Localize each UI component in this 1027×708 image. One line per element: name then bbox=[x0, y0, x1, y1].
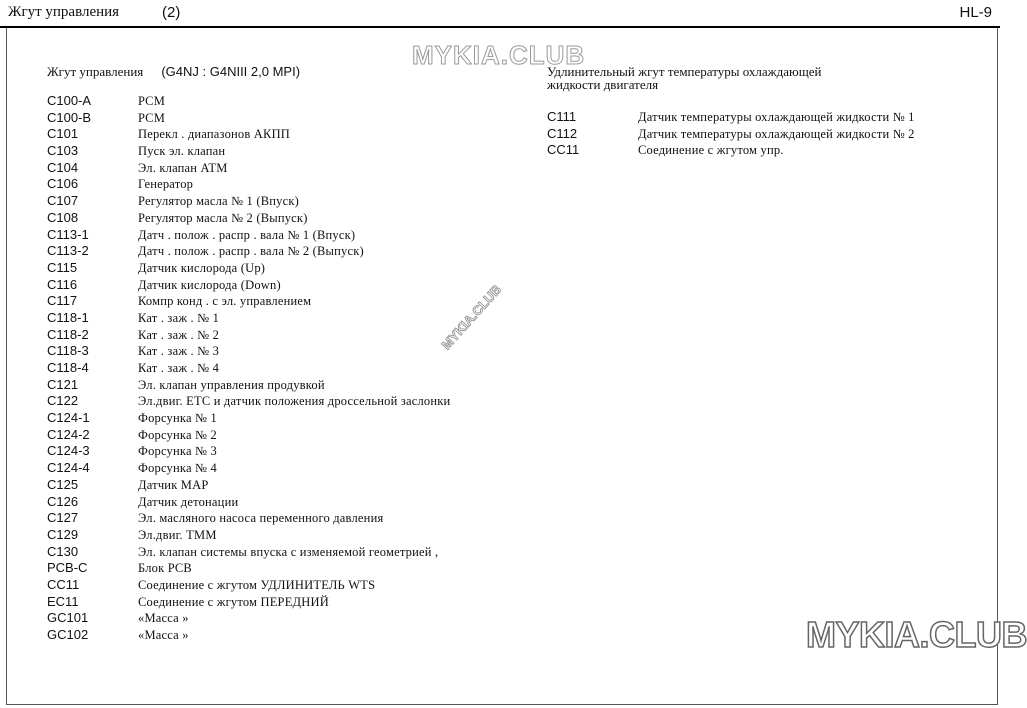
right-connector-list bbox=[547, 109, 987, 159]
connector-row bbox=[47, 243, 527, 260]
connector-row bbox=[47, 594, 527, 611]
left-section-title bbox=[47, 65, 300, 79]
left-section-title-engine: (G4NJ : G4NIII 2,0 MPI) bbox=[161, 64, 301, 79]
left-connector-list bbox=[47, 93, 527, 644]
connector-row bbox=[47, 410, 527, 427]
connector-code: C100-A bbox=[47, 93, 92, 108]
connector-description: Эл. клапан ATM bbox=[138, 160, 228, 175]
connector-row bbox=[47, 210, 527, 227]
connector-code: C126 bbox=[47, 493, 79, 509]
connector-code: GC102 bbox=[47, 627, 89, 642]
connector-code: C116 bbox=[47, 276, 78, 292]
connector-row bbox=[47, 110, 527, 127]
connector-row bbox=[47, 193, 527, 210]
connector-row bbox=[47, 560, 527, 577]
connector-row bbox=[47, 510, 527, 527]
connector-code: C127 bbox=[47, 510, 79, 526]
connector-code: C125 bbox=[47, 476, 79, 492]
connector-description: Регулятор масла № 1 (Впуск) bbox=[138, 194, 299, 209]
left-section-title-main: Жгут управления bbox=[47, 64, 144, 79]
connector-row bbox=[47, 443, 527, 460]
connector-description: Форсунка № 2 bbox=[138, 427, 217, 442]
connector-row bbox=[47, 377, 527, 394]
connector-description: Компр конд . с эл. управлением bbox=[138, 294, 312, 309]
connector-code: C106 bbox=[47, 176, 79, 192]
connector-row bbox=[47, 343, 527, 360]
connector-code: C129 bbox=[47, 526, 79, 542]
connector-code: C111 bbox=[547, 109, 577, 124]
connector-code: C104 bbox=[47, 159, 79, 175]
watermark-diagonal: MYKIA.CLUB bbox=[438, 281, 505, 353]
connector-row bbox=[547, 142, 987, 159]
connector-code: GC101 bbox=[47, 610, 89, 626]
connector-row bbox=[47, 310, 527, 327]
connector-code: C122 bbox=[47, 393, 79, 409]
watermark-bottom: MYKIA.CLUB bbox=[806, 614, 1027, 655]
connector-code: C108 bbox=[47, 209, 79, 225]
connector-row bbox=[47, 327, 527, 344]
connector-row bbox=[47, 360, 527, 377]
connector-row bbox=[547, 109, 987, 126]
connector-description: Форсунка № 1 bbox=[138, 411, 217, 426]
connector-description: Датч . полож . распр . вала № 2 (Выпуск) bbox=[138, 244, 364, 259]
connector-description: Форсунка № 4 bbox=[138, 461, 217, 476]
connector-description: Эл.двиг. TMM bbox=[138, 527, 217, 542]
right-section-title: Удлинительный жгут температуры охлаждающей жидкости двигателя bbox=[547, 64, 822, 92]
connector-description: Датчик температуры охлаждающей жидкости № 1 bbox=[638, 110, 915, 124]
connector-row bbox=[47, 126, 527, 143]
connector-code: C124-3 bbox=[47, 443, 90, 459]
connector-row bbox=[47, 527, 527, 544]
frame-left-border bbox=[6, 28, 7, 704]
connector-code: C107 bbox=[47, 193, 79, 209]
connector-description: Соединение с жгутом УДЛИНИТЕЛЬ WTS bbox=[138, 577, 376, 592]
connector-code: C118-3 bbox=[47, 343, 89, 359]
connector-row bbox=[47, 293, 527, 310]
connector-code: C118-2 bbox=[47, 326, 89, 342]
connector-row bbox=[47, 477, 527, 494]
connector-code: CC11 bbox=[547, 142, 580, 158]
connector-description: Кат . заж . № 3 bbox=[138, 344, 220, 359]
connector-description: Блок PCB bbox=[138, 561, 192, 576]
connector-description: Датчик кислорода (Down) bbox=[138, 277, 281, 292]
connector-row bbox=[47, 176, 527, 193]
connector-description: Датч . полож . распр . вала № 1 (Впуск) bbox=[138, 227, 356, 242]
connector-description: Пуск эл. клапан bbox=[138, 144, 226, 159]
connector-description: Соединение с жгутом ПЕРЕДНИЙ bbox=[138, 594, 329, 609]
connector-row bbox=[47, 143, 527, 160]
connector-code: C118-1 bbox=[47, 309, 89, 325]
connector-row bbox=[47, 227, 527, 244]
connector-description: Соединение с жгутом упр. bbox=[638, 143, 784, 158]
connector-code: C121 bbox=[47, 376, 79, 392]
connector-row bbox=[47, 610, 527, 627]
connector-code: C130 bbox=[47, 543, 79, 559]
connector-description: Датчик детонации bbox=[138, 494, 239, 509]
connector-code: C124-4 bbox=[47, 460, 90, 476]
connector-code: CC11 bbox=[47, 576, 80, 592]
connector-description: PCM bbox=[138, 110, 166, 125]
connector-description: Эл. клапан системы впуска с изменяемой геометрией , bbox=[138, 544, 439, 559]
watermark-top: MYKIA.CLUB bbox=[412, 40, 586, 70]
connector-code: C117 bbox=[47, 293, 78, 309]
header-number: (2) bbox=[162, 4, 181, 21]
connector-row bbox=[47, 627, 527, 644]
connector-row bbox=[47, 160, 527, 177]
connector-code: C112 bbox=[547, 125, 578, 141]
connector-description: Эл.двиг. ETC и датчик положения дроссельной заслонки bbox=[138, 394, 451, 409]
connector-description: «Масса » bbox=[138, 611, 189, 626]
connector-row bbox=[47, 93, 527, 110]
connector-row bbox=[47, 577, 527, 594]
connector-description: PCM bbox=[138, 94, 166, 108]
connector-description: Датчик температуры охлаждающей жидкости № 2 bbox=[638, 126, 915, 141]
connector-code: C103 bbox=[47, 143, 79, 159]
connector-description: Перекл . диапазонов АКПП bbox=[138, 127, 291, 142]
connector-description: Кат . заж . № 4 bbox=[138, 361, 220, 375]
connector-code: EC11 bbox=[47, 593, 79, 609]
frame-bottom-border bbox=[6, 704, 998, 705]
connector-description: Датчик MAP bbox=[138, 477, 209, 492]
connector-description: Кат . заж . № 1 bbox=[138, 310, 220, 325]
connector-row bbox=[47, 427, 527, 444]
connector-row bbox=[47, 544, 527, 561]
connector-description: Регулятор масла № 2 (Выпуск) bbox=[138, 210, 308, 225]
connector-description: Эл. клапан управления продувкой bbox=[138, 377, 325, 392]
connector-code: C124-2 bbox=[47, 426, 90, 442]
header-title: Жгут управления bbox=[8, 4, 120, 20]
connector-code: C113-1 bbox=[47, 226, 89, 242]
connector-code: C115 bbox=[47, 259, 78, 275]
connector-description: Эл. масляного насоса переменного давления bbox=[138, 511, 384, 526]
connector-description: «Масса » bbox=[138, 628, 189, 642]
connector-row bbox=[47, 460, 527, 477]
connector-description: Форсунка № 3 bbox=[138, 444, 217, 459]
connector-row bbox=[47, 393, 527, 410]
connector-code: C113-2 bbox=[47, 243, 89, 259]
page-header bbox=[0, 0, 1000, 28]
connector-description: Датчик кислорода (Up) bbox=[138, 260, 266, 275]
connector-description: Генератор bbox=[138, 177, 194, 192]
connector-code: C101 bbox=[47, 126, 79, 142]
connector-row bbox=[47, 277, 527, 294]
frame-right-border bbox=[997, 28, 998, 704]
connector-row bbox=[547, 126, 987, 143]
connector-description: Кат . заж . № 2 bbox=[138, 327, 220, 342]
connector-code: C118-4 bbox=[47, 360, 89, 375]
page-number: HL-9 bbox=[959, 4, 992, 21]
connector-code: PCB-C bbox=[47, 560, 88, 576]
connector-row bbox=[47, 494, 527, 511]
connector-code: C100-B bbox=[47, 109, 92, 125]
connector-row bbox=[47, 260, 527, 277]
connector-code: C124-1 bbox=[47, 410, 90, 426]
